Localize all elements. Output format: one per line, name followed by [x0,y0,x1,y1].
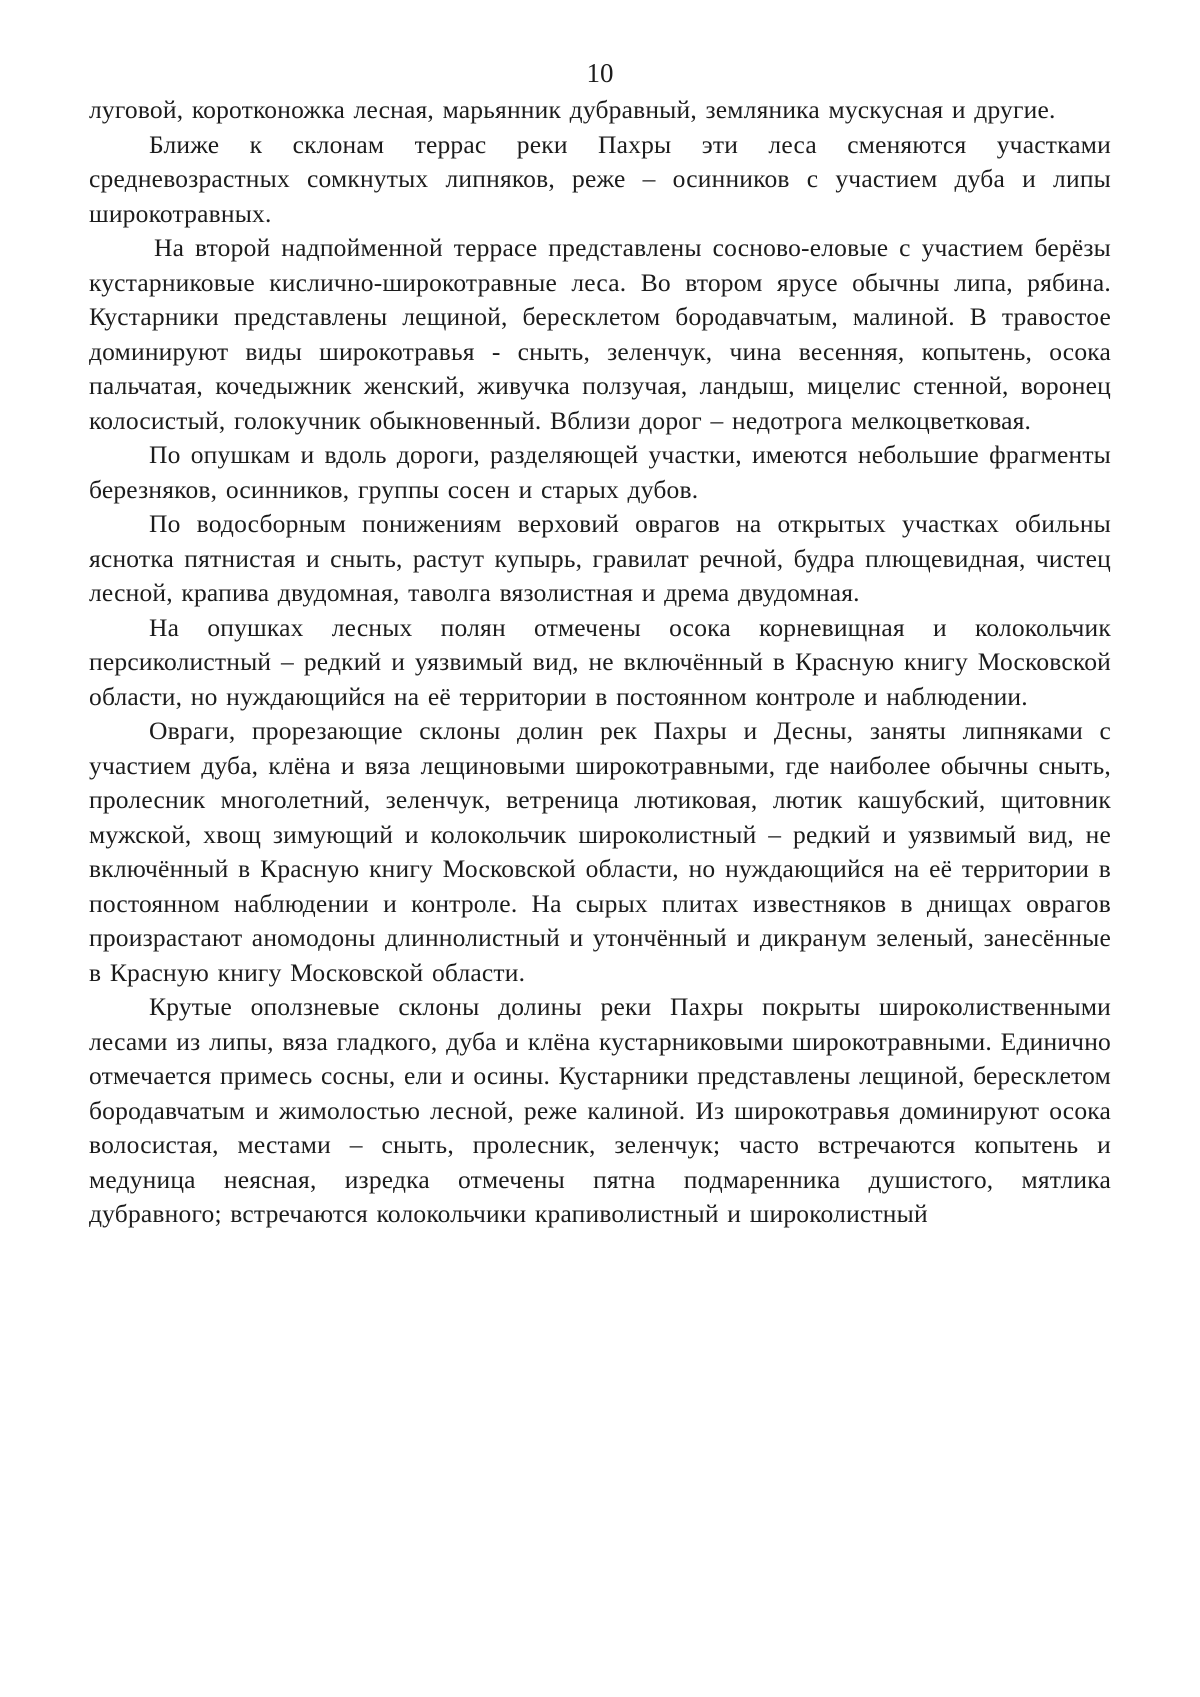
paragraph-3: На второй надпойменной террасе представлены сосново-еловые с участием берёзы кустарниковые кислично-широкотравные леса. Во втором ярусе обычны липа, рябина. Кустарники представлены лещиной, бересклетом бородавчатым, малиной. В травостое доминируют виды широкотравья - сныть, зеленчук, чина весенняя, копытень, осока пальчатая, кочедыжник женский, живучка ползучая, ландыш, мицелис стенной, воронец колосистый, голокучник обыкновенный. Вблизи дорог – недотрога мелкоцветковая. [89,233,1111,435]
paragraph-8: Крутые оползневые склоны долины реки Пахры покрыты широколиственными лесами из липы, вяза гладкого, дуба и клёна кустарниковыми широкотравными. Единично отмечается примесь сосны, ели и осины. Кустарники представлены лещиной, бересклетом бородавчатым и жимолостью лесной, реже калиной. Из широкотравья доминируют осока волосистая, местами – сныть, пролесник, зеленчук; часто встречаются копытень и медуница неясная, изредка отмечены пятна подмаренника душистого, мятлика дубравного; встречаются колокольчики крапиволистный и широколистный [89,992,1111,1228]
page-number: 10 [586,58,614,88]
paragraph-5: По водосборным понижениям верховий оврагов на открытых участках обильны яснотка пятнистая и сныть, растут купырь, гравилат речной, будра плющевидная, чистец лесной, крапива двудомная, таволга вязолистная и дрема двудомная. [89,509,1111,607]
paragraph-7: Овраги, прорезающие склоны долин рек Пахры и Десны, заняты липняками с участием дуба, клёна и вяза лещиновыми широкотравными, где наиболее обычны сныть, пролесник многолетний, зеленчук, ветреница лютиковая, лютик кашубский, щитовник мужской, хвощ зимующий и колокольчик широколистный – редкий и уязвимый вид, не включённый в Красную книгу Московской области, но нуждающийся на её территории в постоянном наблюдении и контроле. На сырых плитах известняков в днищах оврагов произрастают аномодоны длиннолистный и утончённый и дикранум зеленый, занесённые в Красную книгу Московской области. [89,716,1111,987]
body-text [89,93,1111,1232]
paragraph-6: На опушках лесных полян отмечены осока корневищная и колокольчик персиколистный – редкий и уязвимый вид, не включённый в Красную книгу Московской области, но нуждающийся на её территории в постоянном контроле и наблюдении. [89,612,1111,711]
paragraph-4: По опушкам и вдоль дороги, разделяющей участки, имеются небольшие фрагменты березняков, осинников, группы сосен и старых дубов. [89,440,1111,504]
paragraph-1-continuation: луговой, коротконожка лесная, марьянник дубравный, земляника мускусная и другие. [89,95,1056,124]
paragraph-2: Ближе к склонам террас реки Пахры эти леса сменяются участками средневозрастных сомкнутых липняков, реже – осинников с участием дуба и липы широкотравных. [89,129,1111,228]
